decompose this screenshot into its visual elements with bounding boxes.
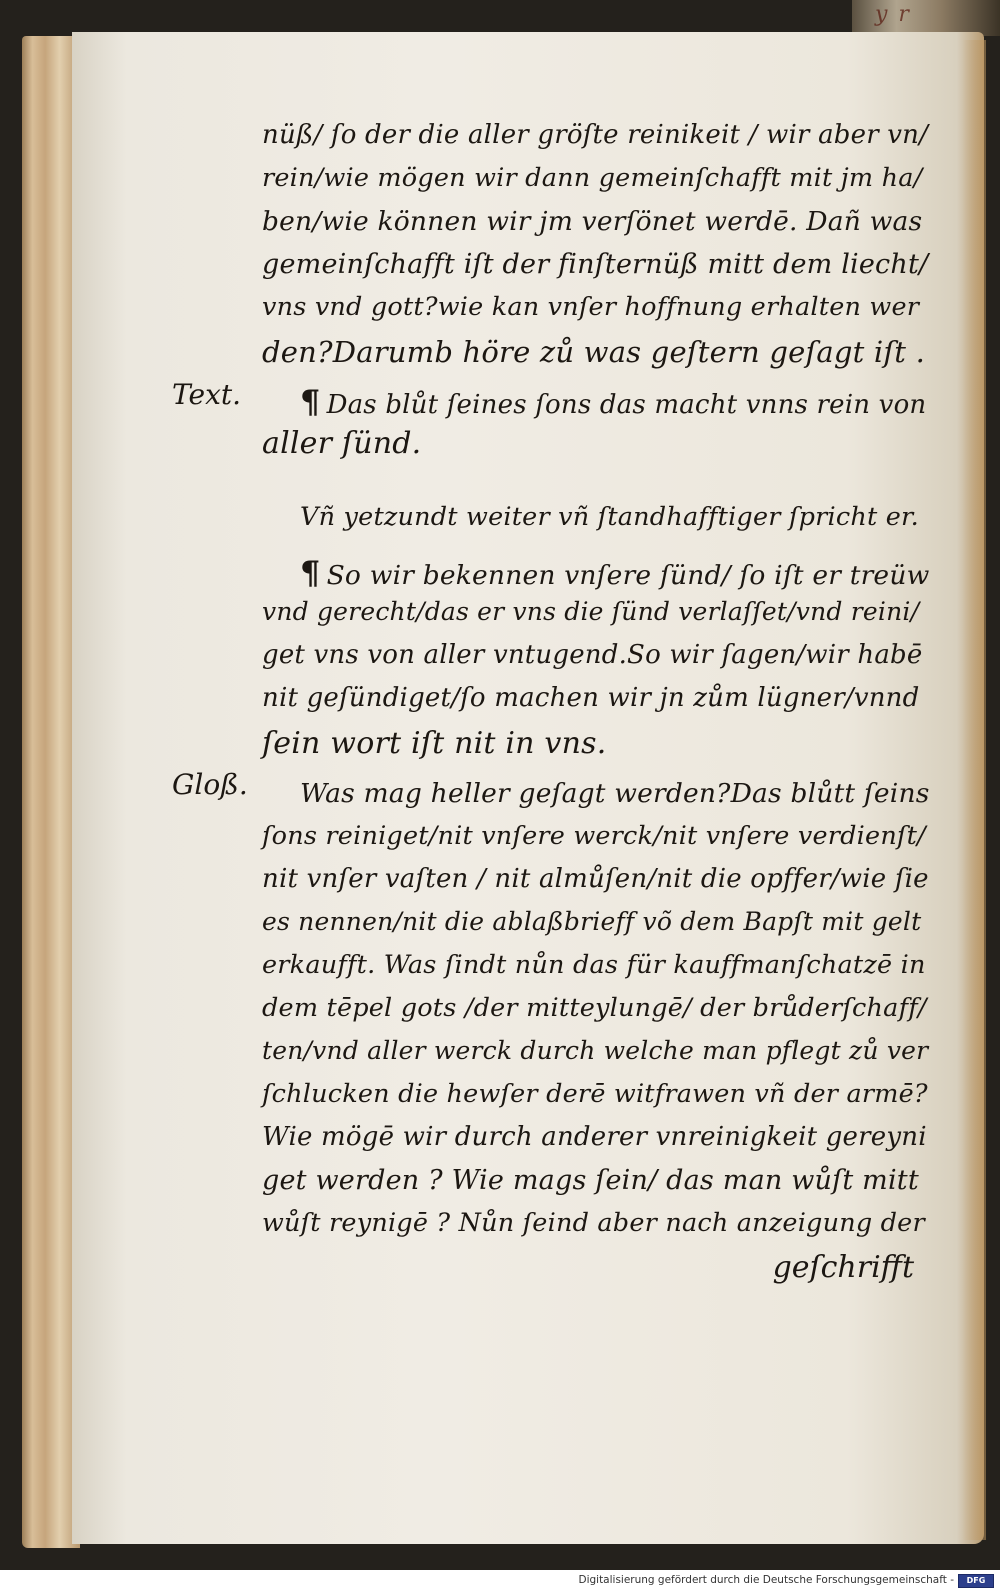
gloss-line: ſons reiniget/nit vnſere werck/nit vnſere verdienſt/ [262,821,926,851]
fragment-text: y r [875,2,911,27]
pilcrow-icon: ¶ [300,554,321,592]
body-line: vns vnd gott?wie kan vnſer hoffnung erhalten wer [262,292,920,322]
text-line: aller ſünd. [262,426,422,461]
gloss-line: Wie mögē wir durch anderer vnreinigkeit gereyni [262,1122,927,1152]
dfg-logo-icon[interactable]: DFG [958,1574,994,1588]
scripture-line [300,554,929,592]
body-line: rein/wie mögen wir dann gemeinſchafft mit jm ha/ [262,163,923,193]
body-line: ben/wie können wir jm verſönet werdē. Dañ was [262,206,923,237]
footer-credit: Digitalisierung gefördert durch die Deutsche Forschungsgemeinschaft - [578,1574,954,1586]
gloss-line: erkaufft. Was ſindt nůn das für kauffmanſchatzē in [262,950,926,980]
body-line: den?Darumb höre zů was geſtern geſagt iſt . [262,335,925,369]
body-line: nüß/ ſo der die aller gröſte reinikeit / wir aber vn/ [262,120,929,150]
page-right-edge [962,40,986,1540]
gloss-line: wůſt reynigē ? Nůn ſeind aber nach anzeigung der [262,1208,925,1238]
gloss-line: es nennen/nit die ablaßbrieff võ dem Bapſt mit gelt [262,907,922,936]
gloss-line: get werden ? Wie mags ſein/ das man wůſt mitt [262,1165,919,1196]
pilcrow-icon: ¶ [300,383,321,421]
scripture-line: vnd gerecht/das er vns die ſünd verlaſſet/vnd reini/ [262,597,920,626]
gloss-line: nit vnſer vaſten / nit almůſen/nit die opffer/wie ſie [262,864,929,894]
gloss-line: ſchlucken die hewſer derē witfrawen vñ der armē? [262,1079,928,1109]
scripture-line: nit geſündiget/ſo machen wir jn zům lügner/vnnd [262,683,920,713]
interlude-line: Vñ yetzundt weiter vñ ſtandhafftiger ſpricht er. [300,502,919,532]
margin-label-text: Text. [172,378,242,411]
body-line: gemeinſchafft iſt der finſternüß mitt dem liecht/ [262,249,929,280]
gloss-line: dem tēpel gots /der mitteylungē/ der brůderſchaff/ [262,993,927,1023]
text-line [300,383,926,421]
text-line-content: Das blůt ſeines ſons das macht vnns rein von [326,390,927,420]
scripture-line: get vns von aller vntugend.So wir ſagen/wir habē [262,640,923,670]
margin-label-gloss: Gloß. [172,768,248,801]
scripture-line: ſein wort iſt nit in vns. [262,726,607,761]
scripture-line-content: So wir bekennen vnſere ſünd/ ſo iſt er treüw [326,560,930,591]
gloss-line: Was mag heller geſagt werden?Das blůtt ſeins [300,778,930,809]
gloss-line: ten/vnd aller werck durch welche man pflegt zů ver [262,1036,929,1065]
catchword: geſchrifft [772,1250,914,1285]
